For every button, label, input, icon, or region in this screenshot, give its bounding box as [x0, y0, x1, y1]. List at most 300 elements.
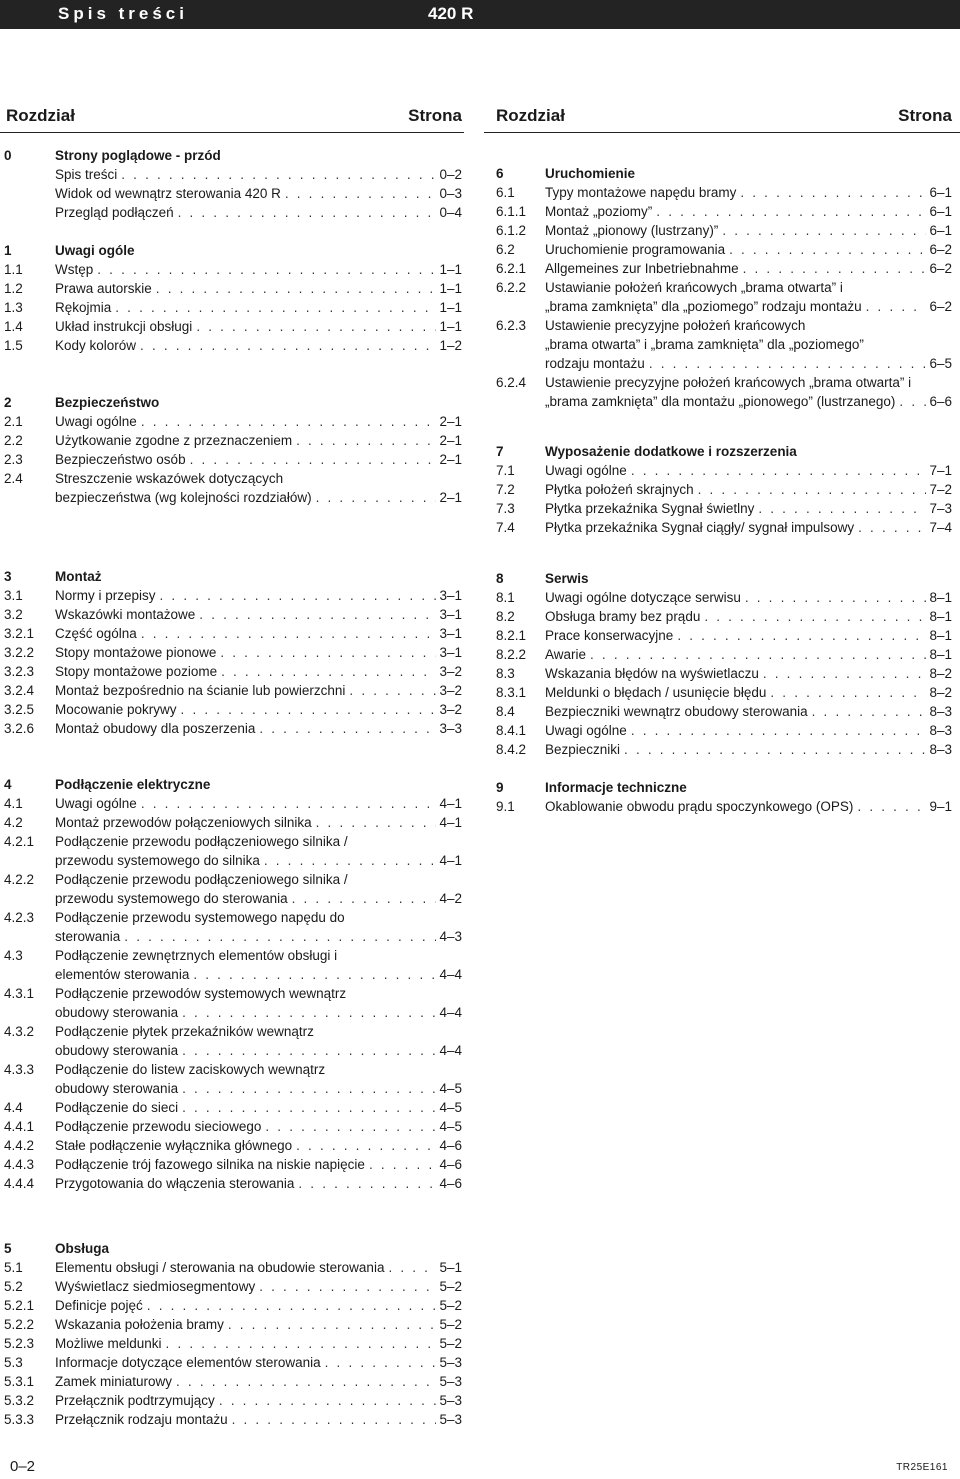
- toc-entry[interactable]: [496, 499, 952, 518]
- toc-entry-title: Ustawienie precyzyjne położeń krańcowych: [545, 318, 806, 333]
- toc-entry-number: 5.3.3: [4, 1412, 35, 1427]
- toc-entry[interactable]: [496, 588, 952, 607]
- toc-entry[interactable]: [496, 278, 952, 297]
- toc-dot-leader: [141, 624, 437, 643]
- toc-chapter-heading[interactable]: [4, 567, 462, 586]
- toc-entry-number: 6.2.4: [496, 375, 527, 390]
- toc-entry-number: 1.1: [4, 262, 23, 277]
- toc-entry-title: elementów sterowania: [55, 967, 190, 982]
- toc-entry-number: 3: [4, 569, 12, 584]
- toc-page-number: 5–3: [439, 1393, 462, 1408]
- toc-entry[interactable]: [4, 488, 462, 507]
- toc-entry-number: 8.1: [496, 590, 515, 605]
- toc-entry-number: 5.2.1: [4, 1298, 35, 1313]
- toc-entry[interactable]: [4, 1334, 462, 1353]
- toc-entry-number: 7.3: [496, 501, 515, 516]
- toc-entry[interactable]: [496, 392, 952, 411]
- toc-page-number: 6–1: [929, 185, 952, 200]
- toc-entry[interactable]: [4, 813, 462, 832]
- toc-entry-title: Stopy montażowe pionowe: [55, 645, 217, 660]
- toc-entry-title: Montaż bezpośrednio na ścianie lub powierzchni: [55, 683, 346, 698]
- toc-entry[interactable]: [4, 965, 462, 984]
- toc-dot-leader: [166, 1334, 437, 1353]
- toc-entry-number: 7.2: [496, 482, 515, 497]
- toc-entry-number: 6.1: [496, 185, 515, 200]
- toc-page-number: 8–1: [929, 647, 952, 662]
- toc-entry[interactable]: [4, 165, 462, 184]
- toc-dot-leader: [292, 889, 437, 908]
- toc-dot-leader: [631, 461, 927, 480]
- toc-entry[interactable]: [4, 1117, 462, 1136]
- toc-spacer: [4, 374, 462, 393]
- toc-dot-leader: [259, 1277, 436, 1296]
- toc-page-number: 3–2: [439, 664, 462, 679]
- toc-entry[interactable]: [496, 740, 952, 759]
- toc-page-number: 4–5: [439, 1100, 462, 1115]
- toc-entry[interactable]: [4, 700, 462, 719]
- toc-entry-title: Płytka przekaźnika Sygnał ciągły/ sygnał impulsowy: [545, 520, 855, 535]
- toc-entry-title: Układ instrukcji obsługi: [55, 319, 193, 334]
- toc-entry-number: 1: [4, 243, 12, 258]
- toc-entry[interactable]: [4, 794, 462, 813]
- toc-page-number: 2–1: [439, 490, 462, 505]
- toc-dot-leader: [97, 260, 436, 279]
- toc-page-number: 4–2: [439, 891, 462, 906]
- toc-section-4: [4, 775, 462, 1193]
- toc-entry-title: Uwagi ogólne: [55, 414, 137, 429]
- toc-entry[interactable]: [4, 1353, 462, 1372]
- toc-entry[interactable]: [4, 279, 462, 298]
- toc-dot-leader: [182, 1079, 436, 1098]
- toc-entry[interactable]: [4, 1041, 462, 1060]
- toc-entry[interactable]: [4, 1372, 462, 1391]
- toc-entry-title: Podłączenie do listew zaciskowych wewnątrz: [55, 1062, 326, 1077]
- toc-entry[interactable]: [4, 624, 462, 643]
- toc-page-number: 8–1: [929, 628, 952, 643]
- toc-entry-number: 2.2: [4, 433, 23, 448]
- toc-dot-leader: [677, 626, 926, 645]
- toc-page-number: 1–1: [439, 262, 462, 277]
- toc-dot-leader: [181, 700, 437, 719]
- toc-entry[interactable]: [4, 184, 462, 203]
- toc-page-number: 0–3: [439, 186, 462, 201]
- toc-entry[interactable]: [4, 927, 462, 946]
- toc-entry-number: 7: [496, 444, 504, 459]
- toc-page-number: 6–2: [929, 261, 952, 276]
- toc-dot-leader: [121, 165, 436, 184]
- toc-page-number: 4–4: [439, 1005, 462, 1020]
- toc-entry-title: Użytkowanie zgodne z przeznaczeniem: [55, 433, 293, 448]
- toc-entry-number: 1.3: [4, 300, 23, 315]
- toc-chapter-heading[interactable]: [496, 442, 952, 461]
- toc-page-number: 7–3: [929, 501, 952, 516]
- toc-entry[interactable]: [496, 721, 952, 740]
- toc-page-number: 5–2: [439, 1336, 462, 1351]
- toc-entry-number: 4.2.2: [4, 872, 35, 887]
- toc-entry-title: Przegląd podłączeń: [55, 205, 174, 220]
- toc-page-number: 8–3: [929, 742, 952, 757]
- toc-dot-leader: [259, 719, 436, 738]
- toc-entry[interactable]: [4, 260, 462, 279]
- toc-entry[interactable]: [496, 626, 952, 645]
- toc-entry-title: Serwis: [545, 571, 589, 586]
- toc-dot-leader: [758, 499, 926, 518]
- toc-page-number: 6–1: [929, 204, 952, 219]
- toc-entry[interactable]: [4, 1315, 462, 1334]
- toc-entry-title: Strony poglądowe - przód: [55, 148, 221, 163]
- left-chapter-heading: Rozdział: [6, 106, 75, 125]
- toc-entry[interactable]: [4, 469, 462, 488]
- toc-dot-leader: [228, 1315, 437, 1334]
- toc-entry-title: „brama otwarta” i „brama zamknięta” dla „poziomego”: [545, 337, 864, 352]
- toc-entry-number: 3.2.2: [4, 645, 35, 660]
- toc-entry-title: Montaż „pionowy (lustrzany)”: [545, 223, 719, 238]
- toc-entry-title: Uwagi ogólne: [545, 463, 627, 478]
- toc-page-number: 2–1: [439, 452, 462, 467]
- toc-entry-number: 3.2.4: [4, 683, 35, 698]
- toc-entry-title: Typy montażowe napędu bramy: [545, 185, 737, 200]
- toc-dot-leader: [740, 183, 926, 202]
- toc-entry[interactable]: [4, 908, 462, 927]
- toc-dot-leader: [178, 203, 437, 222]
- toc-entry[interactable]: [4, 450, 462, 469]
- toc-dot-leader: [325, 1353, 437, 1372]
- toc-entry[interactable]: [4, 1258, 462, 1277]
- toc-entry-title: „brama zamknięta” dla montażu „pionowego” (lustrzanego): [545, 394, 896, 409]
- toc-entry-title: Spis treści: [55, 167, 118, 182]
- toc-entry-title: Allgemeines zur Inbetriebnahme: [545, 261, 739, 276]
- toc-entry[interactable]: [4, 1410, 462, 1429]
- toc-entry-number: 3.2: [4, 607, 23, 622]
- toc-entry-title: Wyposażenie dodatkowe i rozszerzenia: [545, 444, 797, 459]
- toc-entry[interactable]: [4, 1060, 462, 1079]
- toc-entry-number: 7.4: [496, 520, 515, 535]
- toc-entry[interactable]: [496, 683, 952, 702]
- toc-dot-leader: [866, 297, 927, 316]
- toc-dot-leader: [349, 681, 436, 700]
- toc-entry-title: Podłączenie do sieci: [55, 1100, 179, 1115]
- toc-entry[interactable]: [496, 297, 952, 316]
- toc-entry-title: obudowy sterowania: [55, 1081, 179, 1096]
- toc-dot-leader: [857, 797, 926, 816]
- toc-chapter-heading[interactable]: [496, 778, 952, 797]
- toc-entry[interactable]: [496, 354, 952, 373]
- right-header-rule: [484, 132, 960, 133]
- toc-entry[interactable]: [4, 298, 462, 317]
- toc-entry[interactable]: [4, 851, 462, 870]
- toc-entry-number: 4.3: [4, 948, 23, 963]
- toc-entry-title: Prawa autorskie: [55, 281, 152, 296]
- toc-chapter-heading[interactable]: [496, 164, 952, 183]
- toc-entry-number: 5.2.3: [4, 1336, 35, 1351]
- toc-entry-title: Montaż „poziomy”: [545, 204, 653, 219]
- toc-dot-leader: [193, 965, 436, 984]
- toc-entry-number: 4.4.1: [4, 1119, 35, 1134]
- toc-entry-number: 8: [496, 571, 504, 586]
- toc-dot-leader: [763, 664, 927, 683]
- toc-entry-number: 5.3: [4, 1355, 23, 1370]
- toc-entry[interactable]: [4, 870, 462, 889]
- toc-entry-number: 6.2.2: [496, 280, 527, 295]
- toc-page-number: 3–1: [439, 645, 462, 660]
- toc-entry-number: 6.2.1: [496, 261, 527, 276]
- toc-entry-number: 6.2: [496, 242, 515, 257]
- toc-entry[interactable]: [496, 240, 952, 259]
- toc-dot-leader: [196, 317, 436, 336]
- toc-entry-title: Podłączenie elektryczne: [55, 777, 211, 792]
- toc-page-number: 4–6: [439, 1157, 462, 1172]
- toc-entry-title: Podłączenie przewodu podłączeniowego silnika /: [55, 834, 348, 849]
- toc-dot-leader: [221, 662, 436, 681]
- toc-entry[interactable]: [4, 1003, 462, 1022]
- right-chapter-heading: Rozdział: [496, 106, 565, 125]
- toc-dot-leader: [190, 450, 437, 469]
- toc-entry-title: Obsługa bramy bez prądu: [545, 609, 701, 624]
- toc-entry-number: 3.1: [4, 588, 23, 603]
- toc-entry[interactable]: [496, 202, 952, 221]
- toc-entry-number: 3.2.1: [4, 626, 35, 641]
- toc-dot-leader: [141, 412, 437, 431]
- toc-entry[interactable]: [4, 336, 462, 355]
- toc-entry-title: Bezpieczniki: [545, 742, 621, 757]
- toc-entry-number: 2.4: [4, 471, 23, 486]
- toc-entry[interactable]: [496, 664, 952, 683]
- toc-entry[interactable]: [4, 643, 462, 662]
- toc-page-number: 6–1: [929, 223, 952, 238]
- toc-entry[interactable]: [4, 605, 462, 624]
- toc-dot-leader: [176, 1372, 436, 1391]
- toc-entry-title: Podłączenie przewodu podłączeniowego silnika /: [55, 872, 348, 887]
- toc-entry[interactable]: [4, 1174, 462, 1193]
- toc-entry-title: Widok od wewnątrz sterowania 420 R: [55, 186, 281, 201]
- toc-entry[interactable]: [4, 889, 462, 908]
- toc-page-number: 9–1: [929, 799, 952, 814]
- toc-page-number: 8–2: [929, 685, 952, 700]
- toc-page-number: 8–3: [929, 723, 952, 738]
- toc-entry-title: Możliwe meldunki: [55, 1336, 162, 1351]
- toc-entry-title: obudowy sterowania: [55, 1005, 179, 1020]
- toc-entry[interactable]: [4, 431, 462, 450]
- toc-entry-number: 4.4.2: [4, 1138, 35, 1153]
- toc-entry[interactable]: [496, 645, 952, 664]
- toc-page-number: 1–1: [439, 300, 462, 315]
- toc-page-number: 5–3: [439, 1355, 462, 1370]
- toc-entry[interactable]: [4, 832, 462, 851]
- toc-entry-title: Kody kolorów: [55, 338, 137, 353]
- toc-dot-leader: [220, 643, 436, 662]
- toc-entry-number: 6.2.3: [496, 318, 527, 333]
- toc-entry-title: Uwagi ogólne dotyczące serwisu: [545, 590, 741, 605]
- toc-entry-title: Okablowanie obwodu prądu spoczynkowego (OPS): [545, 799, 854, 814]
- toc-page-number: 4–6: [439, 1176, 462, 1191]
- toc-entry-number: 5.3.1: [4, 1374, 35, 1389]
- toc-entry-title: Część ogólna: [55, 626, 137, 641]
- toc-entry[interactable]: [496, 797, 952, 816]
- toc-entry[interactable]: [496, 259, 952, 278]
- toc-entry[interactable]: [496, 316, 952, 335]
- toc-page-number: 4–1: [439, 853, 462, 868]
- toc-entry-number: 4.4: [4, 1100, 23, 1115]
- toc-entry-title: Przełącznik rodzaju montażu: [55, 1412, 228, 1427]
- toc-chapter-heading[interactable]: [4, 1239, 462, 1258]
- toc-dot-leader: [141, 794, 437, 813]
- toc-entry-number: 7.1: [496, 463, 515, 478]
- toc-dot-leader: [631, 721, 927, 740]
- toc-page-number: 4–1: [439, 815, 462, 830]
- toc-entry-number: 3.2.5: [4, 702, 35, 717]
- toc-section-3: [4, 567, 462, 738]
- toc-dot-leader: [812, 702, 927, 721]
- toc-entry[interactable]: [4, 946, 462, 965]
- toc-entry-title: Definicje pojęć: [55, 1298, 143, 1313]
- toc-page-number: 5–2: [439, 1279, 462, 1294]
- toc-chapter-heading[interactable]: [4, 775, 462, 794]
- toc-entry[interactable]: [496, 518, 952, 537]
- toc-page-number: 8–3: [929, 704, 952, 719]
- toc-entry[interactable]: [496, 221, 952, 240]
- toc-entry-title: Stopy montażowe poziome: [55, 664, 218, 679]
- toc-entry-number: 4.3.2: [4, 1024, 35, 1039]
- toc-dot-leader: [160, 586, 437, 605]
- toc-entry-title: Przygotowania do włączenia sterowania: [55, 1176, 295, 1191]
- toc-entry-number: 1.5: [4, 338, 23, 353]
- toc-entry-title: Podłączenie zewnętrznych elementów obsługi i: [55, 948, 338, 963]
- toc-entry[interactable]: [496, 183, 952, 202]
- toc-entry[interactable]: [4, 1277, 462, 1296]
- toc-dot-leader: [698, 480, 927, 499]
- toc-entry[interactable]: [496, 480, 952, 499]
- toc-entry-title: Informacje techniczne: [545, 780, 687, 795]
- toc-entry-title: Uwagi ogólne: [545, 723, 627, 738]
- toc-entry[interactable]: [4, 1296, 462, 1315]
- toc-entry-title: obudowy sterowania: [55, 1043, 179, 1058]
- toc-entry-number: 6.1.1: [496, 204, 527, 219]
- toc-entry[interactable]: [4, 412, 462, 431]
- toc-entry-title: Uwagi ogólne: [55, 796, 137, 811]
- toc-entry[interactable]: [4, 1022, 462, 1041]
- toc-entry[interactable]: [4, 586, 462, 605]
- toc-entry-number: 1.2: [4, 281, 23, 296]
- toc-chapter-heading[interactable]: [4, 146, 462, 165]
- toc-entry-number: 3.2.6: [4, 721, 35, 736]
- toc-page-number: 8–1: [929, 590, 952, 605]
- toc-entry[interactable]: [496, 702, 952, 721]
- toc-chapter-heading[interactable]: [496, 569, 952, 588]
- toc-page-number: 0–2: [439, 167, 462, 182]
- toc-dot-leader: [264, 851, 437, 870]
- left-header-rule: [0, 132, 464, 133]
- toc-entry-number: 6: [496, 166, 504, 181]
- toc-chapter-heading[interactable]: [4, 241, 462, 260]
- toc-entry-number: 4.4.3: [4, 1157, 35, 1172]
- toc-entry-title: Uruchomienie programowania: [545, 242, 726, 257]
- toc-entry-number: 8.2.1: [496, 628, 527, 643]
- toc-entry[interactable]: [4, 317, 462, 336]
- toc-dot-leader: [285, 184, 437, 203]
- toc-section-6: [496, 164, 952, 411]
- toc-dot-leader: [182, 1041, 436, 1060]
- toc-entry-number: 3.2.3: [4, 664, 35, 679]
- toc-dot-leader: [182, 1003, 436, 1022]
- toc-entry[interactable]: [4, 1155, 462, 1174]
- toc-dot-leader: [140, 336, 436, 355]
- toc-entry-title: Ustawianie położeń krańcowych „brama otwarta” i: [545, 280, 843, 295]
- toc-entry[interactable]: [4, 203, 462, 222]
- toc-page-number: 0–4: [439, 205, 462, 220]
- toc-entry[interactable]: [4, 1079, 462, 1098]
- toc-entry[interactable]: [496, 607, 952, 626]
- toc-entry-title: Podłączenie przewodu sieciowego: [55, 1119, 262, 1134]
- toc-entry-title: Obsługa: [55, 1241, 110, 1256]
- toc-page-number: 4–3: [439, 929, 462, 944]
- toc-entry-number: 4.2.3: [4, 910, 35, 925]
- toc-entry-title: Streszczenie wskazówek dotyczących: [55, 471, 284, 486]
- toc-chapter-heading[interactable]: [4, 393, 462, 412]
- toc-page-number: 6–5: [929, 356, 952, 371]
- toc-entry-number: 2.1: [4, 414, 23, 429]
- toc-section-0: [4, 146, 462, 507]
- toc-page-number: 3–1: [439, 588, 462, 603]
- toc-dot-leader: [296, 1136, 436, 1155]
- toc-dot-leader: [298, 1174, 436, 1193]
- toc-entry-title: Montaż przewodów połączeniowych silnika: [55, 815, 312, 830]
- toc-entry[interactable]: [4, 1136, 462, 1155]
- toc-dot-leader: [199, 605, 436, 624]
- toc-entry-number: 5.2: [4, 1279, 23, 1294]
- toc-spacer: [4, 222, 462, 241]
- toc-entry-title: „brama zamknięta” dla „poziomego” rodzaju montażu: [545, 299, 862, 314]
- toc-entry-title: Prace konserwacyjne: [545, 628, 674, 643]
- toc-entry-title: Informacje dotyczące elementów sterowania: [55, 1355, 321, 1370]
- toc-dot-leader: [316, 813, 437, 832]
- toc-entry-title: sterowania: [55, 929, 121, 944]
- toc-entry[interactable]: [496, 461, 952, 480]
- toc-entry[interactable]: [496, 373, 952, 392]
- toc-entry-title: przewodu systemowego do sterowania: [55, 891, 288, 906]
- toc-entry[interactable]: [4, 719, 462, 738]
- toc-entry[interactable]: [4, 1391, 462, 1410]
- toc-page-number: 3–1: [439, 626, 462, 641]
- toc-entry[interactable]: [4, 1098, 462, 1117]
- toc-entry-title: Normy i przepisy: [55, 588, 156, 603]
- toc-entry-title: Bezpieczeństwo: [55, 395, 160, 410]
- toc-entry[interactable]: [496, 335, 952, 354]
- toc-entry-number: 4.2: [4, 815, 23, 830]
- toc-entry-title: rodzaju montażu: [545, 356, 645, 371]
- toc-page-number: 4–1: [439, 796, 462, 811]
- toc-entry-number: 4: [4, 777, 12, 792]
- toc-entry-title: Awarie: [545, 647, 587, 662]
- toc-page-number: 1–1: [439, 319, 462, 334]
- toc-entry-title: Stałe podłączenie wyłącznika głównego: [55, 1138, 293, 1153]
- right-column-header: [496, 106, 952, 128]
- toc-entry-number: 8.3: [496, 666, 515, 681]
- toc-page-number: 5–3: [439, 1374, 462, 1389]
- toc-entry[interactable]: [4, 681, 462, 700]
- toc-entry[interactable]: [4, 984, 462, 1003]
- toc-entry-number: 4.3.1: [4, 986, 35, 1001]
- toc-entry-title: Rękojmia: [55, 300, 112, 315]
- toc-entry-title: Wyświetlacz siedmiosegmentowy: [55, 1279, 256, 1294]
- right-page-heading: Strona: [898, 106, 952, 125]
- toc-entry-title: Bezpieczeństwo osób: [55, 452, 186, 467]
- toc-entry-title: Zamek miniaturowy: [55, 1374, 173, 1389]
- toc-entry-title: Ustawienie precyzyjne położeń krańcowych „brama otwarta” i: [545, 375, 912, 390]
- toc-entry-title: Bezpieczniki wewnątrz obudowy sterowania: [545, 704, 808, 719]
- toc-page-number: 6–2: [929, 242, 952, 257]
- toc-entry-title: Wskazania błędów na wyświetlaczu: [545, 666, 759, 681]
- toc-entry[interactable]: [4, 662, 462, 681]
